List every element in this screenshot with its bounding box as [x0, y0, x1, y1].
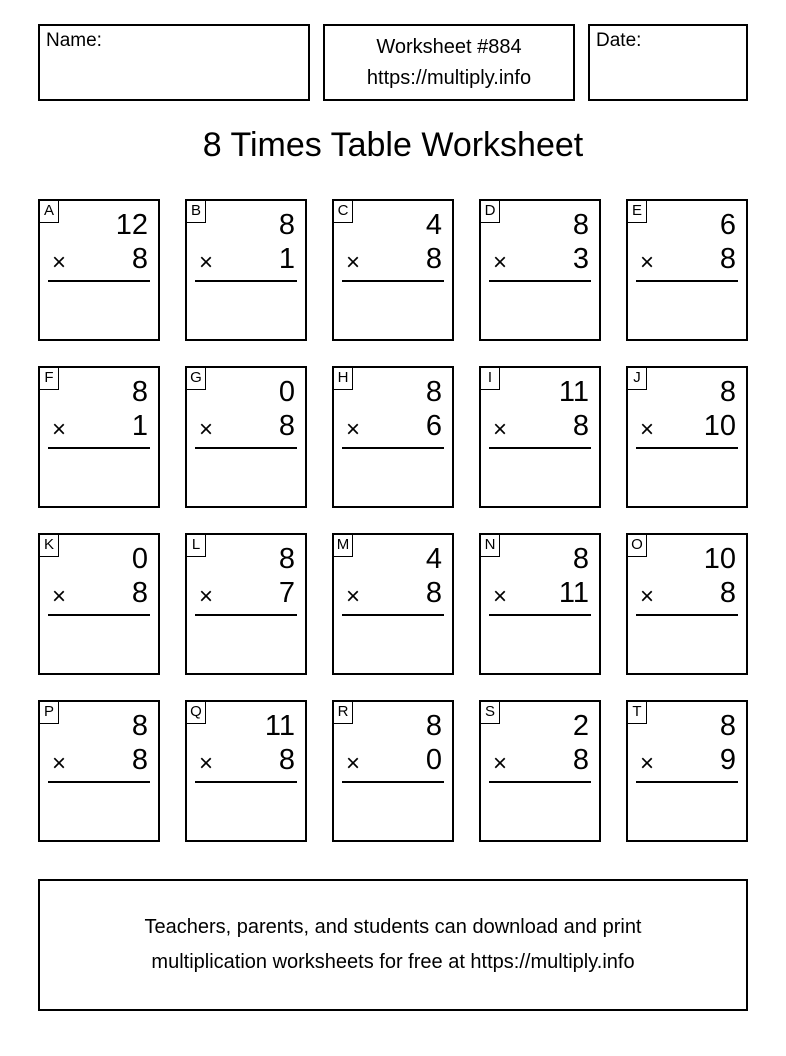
multiplicand: 6 [719, 209, 736, 241]
multiplier: 8 [719, 243, 736, 275]
problem-letter: F [40, 368, 59, 390]
problem-card-q[interactable] [185, 700, 307, 842]
multiplier: 8 [425, 243, 442, 275]
multiplicand: 8 [278, 209, 295, 241]
multiplicand: 8 [131, 710, 148, 742]
worksheet-url: https://multiply.info [366, 67, 532, 89]
problem-card-h[interactable] [332, 366, 454, 508]
multiply-sign: × [346, 249, 361, 276]
answer-line [636, 447, 738, 449]
multiplier: 8 [278, 744, 295, 776]
multiplicand: 8 [131, 376, 148, 408]
multiplier: 6 [425, 410, 442, 442]
answer-line [636, 781, 738, 783]
problem-card-c[interactable] [332, 199, 454, 341]
problem-letter: H [334, 368, 353, 390]
multiply-sign: × [640, 416, 655, 443]
multiply-sign: × [52, 416, 67, 443]
problem-card-t[interactable] [626, 700, 748, 842]
multiplicand: 8 [278, 543, 295, 575]
problem-card-p[interactable] [38, 700, 160, 842]
problem-card-o[interactable] [626, 533, 748, 675]
answer-line [195, 781, 297, 783]
problem-letter: A [40, 201, 59, 223]
multiply-sign: × [493, 750, 508, 777]
problem-letter: N [481, 535, 500, 557]
multiply-sign: × [493, 249, 508, 276]
problem-letter: R [334, 702, 353, 724]
multiplicand: 8 [425, 710, 442, 742]
multiplicand: 8 [425, 376, 442, 408]
problem-card-b[interactable] [185, 199, 307, 341]
problem-card-s[interactable] [479, 700, 601, 842]
multiplier: 8 [131, 243, 148, 275]
answer-line [636, 614, 738, 616]
problem-card-a[interactable] [38, 199, 160, 341]
multiplicand: 0 [278, 376, 295, 408]
problem-card-j[interactable] [626, 366, 748, 508]
problem-letter: K [40, 535, 59, 557]
date-label: Date: [596, 30, 642, 51]
problem-letter: P [40, 702, 59, 724]
multiply-sign: × [52, 583, 67, 610]
answer-line [489, 781, 591, 783]
problem-card-g[interactable] [185, 366, 307, 508]
answer-line [195, 447, 297, 449]
problem-letter: E [628, 201, 647, 223]
worksheet-info-box [323, 24, 575, 101]
footer-box [38, 879, 748, 1011]
problem-card-k[interactable] [38, 533, 160, 675]
name-label: Name: [46, 30, 102, 51]
multiply-sign: × [199, 249, 214, 276]
multiplier: 1 [278, 243, 295, 275]
date-field[interactable] [588, 24, 748, 101]
multiply-sign: × [52, 750, 67, 777]
problem-letter: D [481, 201, 500, 223]
answer-line [48, 280, 150, 282]
problem-card-r[interactable] [332, 700, 454, 842]
problem-card-d[interactable] [479, 199, 601, 341]
multiply-sign: × [493, 416, 508, 443]
multiplier: 10 [703, 410, 736, 442]
problem-card-m[interactable] [332, 533, 454, 675]
multiplier: 11 [558, 577, 589, 609]
answer-line [48, 447, 150, 449]
problem-letter: C [334, 201, 353, 223]
multiplicand: 8 [572, 543, 589, 575]
problem-letter: Q [187, 702, 206, 724]
problem-card-i[interactable] [479, 366, 601, 508]
multiplicand: 8 [572, 209, 589, 241]
answer-line [489, 614, 591, 616]
answer-line [195, 614, 297, 616]
multiplier: 8 [131, 744, 148, 776]
multiplier: 8 [572, 410, 589, 442]
multiplicand: 11 [264, 710, 295, 742]
problem-letter: L [187, 535, 206, 557]
multiplicand: 4 [425, 209, 442, 241]
multiplicand: 4 [425, 543, 442, 575]
multiplicand: 0 [131, 543, 148, 575]
multiplier: 8 [278, 410, 295, 442]
problem-letter: O [628, 535, 647, 557]
multiplicand: 2 [572, 710, 589, 742]
multiplicand: 10 [703, 543, 736, 575]
multiplier: 9 [719, 744, 736, 776]
page-title: 8 Times Table Worksheet [202, 126, 584, 164]
multiplier: 8 [572, 744, 589, 776]
multiply-sign: × [52, 249, 67, 276]
footer-line-1: Teachers, parents, and students can download and print [144, 916, 642, 938]
answer-line [489, 280, 591, 282]
multiplier: 8 [425, 577, 442, 609]
problem-card-e[interactable] [626, 199, 748, 341]
answer-line [342, 447, 444, 449]
problem-letter: S [481, 702, 500, 724]
answer-line [342, 781, 444, 783]
multiplier: 1 [131, 410, 148, 442]
problem-card-n[interactable] [479, 533, 601, 675]
problem-letter: J [628, 368, 647, 390]
answer-line [195, 280, 297, 282]
problem-letter: M [334, 535, 353, 557]
answer-line [342, 614, 444, 616]
answer-line [48, 781, 150, 783]
problem-letter: T [628, 702, 647, 724]
multiply-sign: × [199, 750, 214, 777]
footer-line-2: multiplication worksheets for free at https://multiply.info [151, 951, 635, 973]
multiply-sign: × [493, 583, 508, 610]
multiplicand: 8 [719, 710, 736, 742]
multiplicand: 11 [558, 376, 589, 408]
multiply-sign: × [199, 583, 214, 610]
answer-line [48, 614, 150, 616]
multiply-sign: × [640, 249, 655, 276]
name-field[interactable] [38, 24, 310, 101]
multiplier: 8 [719, 577, 736, 609]
problem-card-f[interactable] [38, 366, 160, 508]
problem-letter: G [187, 368, 206, 390]
multiplier: 7 [278, 577, 295, 609]
multiply-sign: × [640, 750, 655, 777]
problem-letter: I [481, 368, 500, 390]
multiply-sign: × [346, 750, 361, 777]
answer-line [342, 280, 444, 282]
problem-letter: B [187, 201, 206, 223]
multiplier: 3 [572, 243, 589, 275]
multiplier: 8 [131, 577, 148, 609]
worksheet-number: Worksheet #884 [376, 36, 522, 58]
multiply-sign: × [199, 416, 214, 443]
problem-grid [38, 199, 750, 844]
problem-card-l[interactable] [185, 533, 307, 675]
multiplicand: 12 [115, 209, 148, 241]
multiply-sign: × [346, 416, 361, 443]
answer-line [489, 447, 591, 449]
multiply-sign: × [640, 583, 655, 610]
multiplier: 0 [425, 744, 442, 776]
multiplicand: 8 [719, 376, 736, 408]
multiply-sign: × [346, 583, 361, 610]
answer-line [636, 280, 738, 282]
